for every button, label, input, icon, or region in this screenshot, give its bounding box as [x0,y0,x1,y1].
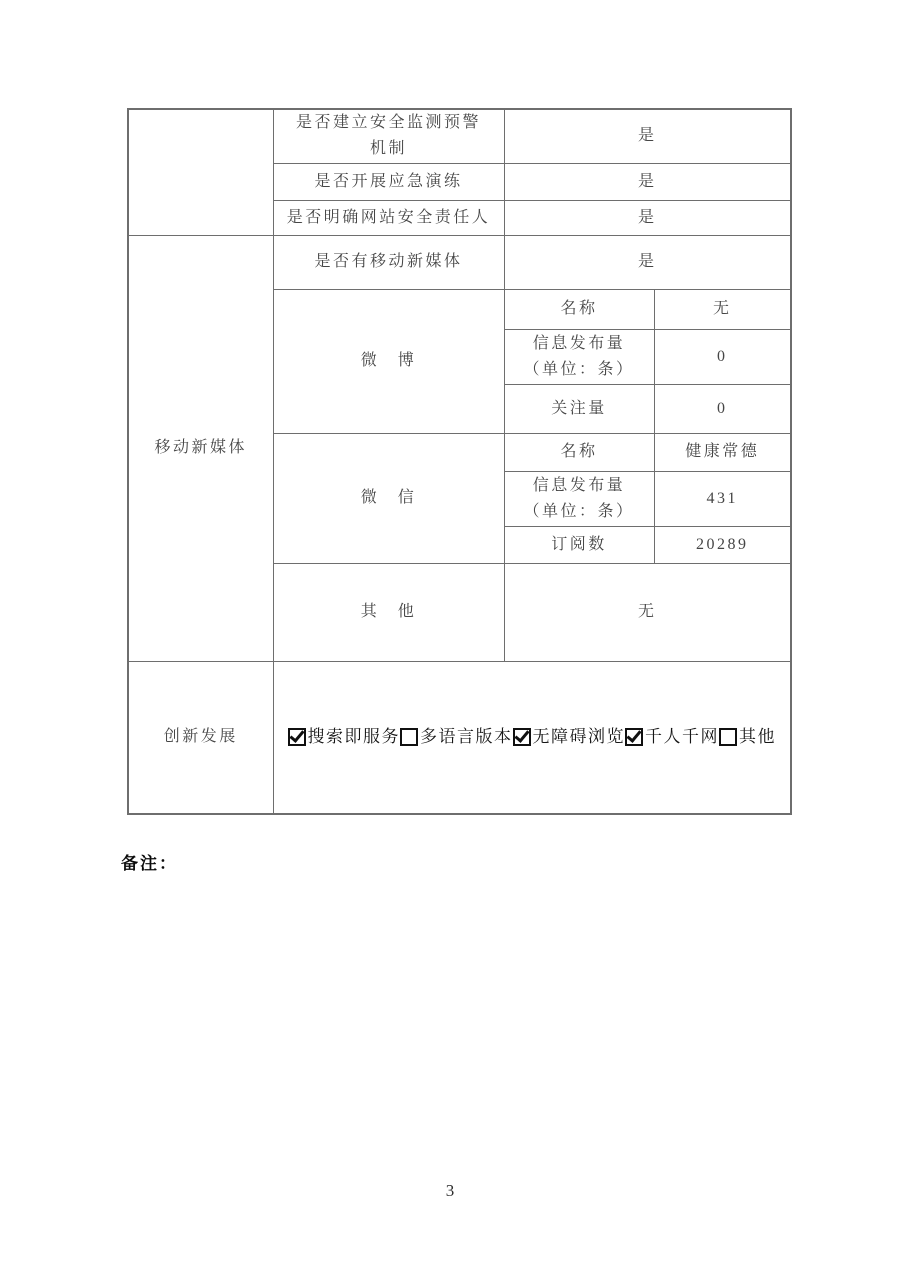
weibo-followers-value: 0 [654,384,791,433]
checkbox-checked-icon [625,728,643,746]
weibo-posts-value: 0 [654,329,791,384]
wechat-posts-label [504,471,654,526]
innovation-option-label: 搜索即服务 [307,727,400,747]
weibo-name-label: 名称 [504,289,654,329]
platform-cell-wechat: 微 信 [273,433,504,563]
row-label-security-responsible: 是否明确网站安全责任人 [273,200,504,235]
innovation-option-label: 多语言版本 [420,727,513,747]
category-cell-innovation: 创新发展 [128,661,273,814]
innovation-options-row [274,724,791,750]
innovation-option [719,724,776,750]
row-label-has-mobile-media: 是否有移动新媒体 [273,235,504,289]
wechat-name-value: 健康常德 [654,433,791,471]
label-line-1: 是否建立安全监测预警 [295,114,481,132]
innovation-option-label: 千人千网 [645,727,719,747]
label-line-2: （单位：条） [523,502,635,520]
page-number: 3 [445,1181,455,1200]
category-cell-empty [128,109,273,235]
annual-report-table [127,108,792,815]
row-value-security-monitor: 是 [504,109,791,163]
other-platform-value: 无 [504,563,791,661]
label-line-1: 信息发布量 [532,476,626,494]
label-line-2: 机制 [369,140,407,158]
innovation-option [625,724,719,750]
innovation-options-cell [273,661,791,814]
platform-cell-weibo: 微 博 [273,289,504,433]
table-row [128,661,791,814]
row-value-security-responsible: 是 [504,200,791,235]
checkbox-unchecked-icon [400,728,418,746]
wechat-name-label: 名称 [504,433,654,471]
wechat-posts-value: 431 [654,471,791,526]
row-label-emergency-drill: 是否开展应急演练 [273,163,504,200]
remarks-label: 备注： [121,854,178,873]
wechat-subscribers-label: 订阅数 [504,526,654,563]
weibo-name-value: 无 [654,289,791,329]
row-value-emergency-drill: 是 [504,163,791,200]
row-value-has-mobile-media: 是 [504,235,791,289]
row-label-security-monitor [273,109,504,163]
innovation-option [513,724,626,750]
checkbox-checked-icon [513,728,531,746]
weibo-posts-label [504,329,654,384]
innovation-option-label: 无障碍浏览 [532,727,625,747]
weibo-followers-label: 关注量 [504,384,654,433]
checkbox-unchecked-icon [719,728,737,746]
checkbox-checked-icon [288,728,306,746]
label-line-2: （单位：条） [523,360,635,378]
wechat-subscribers-value: 20289 [654,526,791,563]
label-line-1: 信息发布量 [532,334,626,352]
category-cell-mobile-media: 移动新媒体 [128,235,273,661]
platform-cell-other: 其 他 [273,563,504,661]
innovation-option-label: 其他 [739,727,776,747]
innovation-option [400,724,513,750]
innovation-option [288,724,401,750]
table-row [128,235,791,289]
table-row [128,109,791,163]
